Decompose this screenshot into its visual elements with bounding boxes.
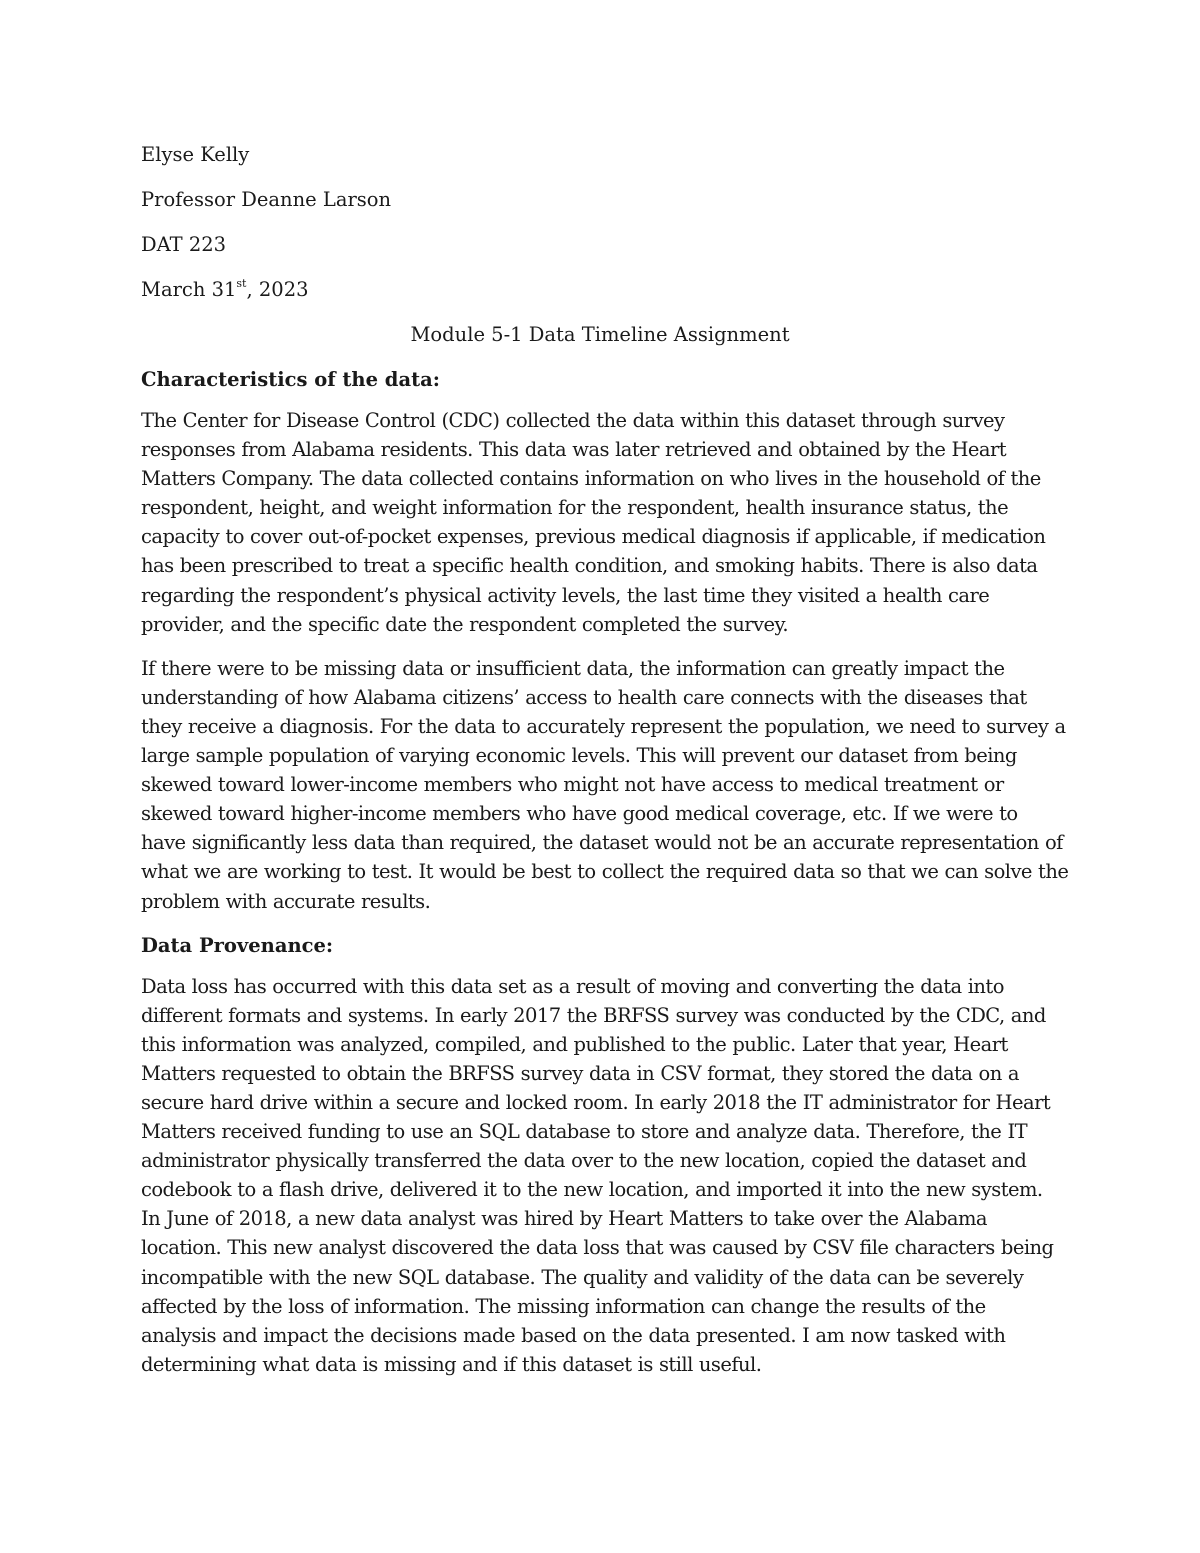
paragraph-line: administrator physically transferred the data over to the new location, copied the dataset and [141, 1149, 1027, 1173]
document-title: Module 5-1 Data Timeline Assignment [410, 323, 790, 346]
course-code: DAT 223 [141, 233, 227, 256]
body-paragraph [141, 406, 1059, 639]
date-year: , 2023 [246, 278, 309, 301]
professor-name: Professor Deanne Larson [141, 188, 392, 211]
paragraph-line: they receive a diagnosis. For the data to accurately represent the population, we need to survey a [141, 714, 1066, 738]
paragraph-line: Matters received funding to use an SQL database to store and analyze data. Therefore, the IT [141, 1120, 1028, 1144]
paragraph-line: has been prescribed to treat a specific health condition, and smoking habits. There is also data [141, 554, 1038, 578]
submission-date [141, 275, 1059, 305]
date-prefix: March 31 [141, 278, 237, 301]
paragraph-line: what we are working to test. It would be best to collect the required data so that we can solve the [141, 860, 1069, 884]
author-name: Elyse Kelly [141, 143, 250, 166]
document-body [141, 140, 1069, 1394]
paragraph-line: capacity to cover out-of-pocket expenses, previous medical diagnosis if applicable, if medication [141, 525, 1046, 549]
paragraph-line: Matters Company. The data collected contains information on who lives in the household of the [141, 467, 1041, 491]
paragraph-line: The Center for Disease Control (CDC) collected the data within this dataset through survey [141, 409, 1005, 432]
paragraph-line: this information was analyzed, compiled, and published to the public. Later that year, Heart [141, 1032, 1008, 1056]
paragraph-line: incompatible with the new SQL database. The quality and validity of the data can be severely [141, 1265, 1024, 1289]
paragraph-line: location. This new analyst discovered the data loss that was caused by CSV file characters being [141, 1236, 1054, 1260]
paragraph-line: analysis and impact the decisions made based on the data presented. I am now tasked with [141, 1323, 1006, 1347]
paragraph-line: regarding the respondent’s physical activity levels, the last time they visited a health care [141, 583, 990, 607]
paragraph-line: skewed toward higher-income members who have good medical coverage, etc. If we were to [141, 802, 1018, 826]
paragraph-line: determining what data is missing and if this dataset is still useful. [141, 1352, 762, 1376]
paragraph-line: understanding of how Alabama citizens’ access to health care connects with the diseases that [141, 685, 1027, 709]
paragraph-line: problem with accurate results. [141, 889, 431, 913]
paragraph-line: secure hard drive within a secure and locked room. In early 2018 the IT administrator for Heart [141, 1090, 1051, 1114]
body-paragraph [141, 654, 1069, 916]
paragraph-line: large sample population of varying economic levels. This will prevent our dataset from being [141, 744, 1017, 768]
paragraph-line: responses from Alabama residents. This data was later retrieved and obtained by the Heart [141, 438, 1007, 462]
paragraph-line: respondent, height, and weight information for the respondent, health insurance status, the [141, 496, 1009, 520]
paragraph-line: In June of 2018, a new data analyst was hired by Heart Matters to take over the Alabama [141, 1207, 987, 1231]
paragraph-line: Data loss has occurred with this data set as a result of moving and converting the data into [141, 974, 1004, 998]
paragraph-line: skewed toward lower-income members who might not have access to medical treatment or [141, 773, 1004, 797]
date-ordinal-suffix: st [236, 276, 247, 290]
body-paragraph [141, 972, 1059, 1379]
document-sections [141, 365, 1069, 1379]
section-heading: Characteristics of the data: [141, 368, 440, 391]
paragraph-line: affected by the loss of information. The missing information can change the results of the [141, 1294, 986, 1318]
paragraph-line: provider, and the specific date the respondent completed the survey. [141, 612, 789, 636]
paragraph-line: codebook to a flash drive, delivered it to the new location, and imported it into the new system. [141, 1178, 1043, 1202]
section-heading: Data Provenance: [141, 933, 334, 957]
paragraph-line: Matters requested to obtain the BRFSS survey data in CSV format, they stored the data on a [141, 1061, 1019, 1085]
paragraph-line: have significantly less data than required, the dataset would not be an accurate representation of [141, 831, 1063, 855]
paragraph-line: If there were to be missing data or insufficient data, the information can greatly impact the [141, 656, 1005, 680]
paragraph-line: different formats and systems. In early 2017 the BRFSS survey was conducted by the CDC, and [141, 1003, 1046, 1027]
